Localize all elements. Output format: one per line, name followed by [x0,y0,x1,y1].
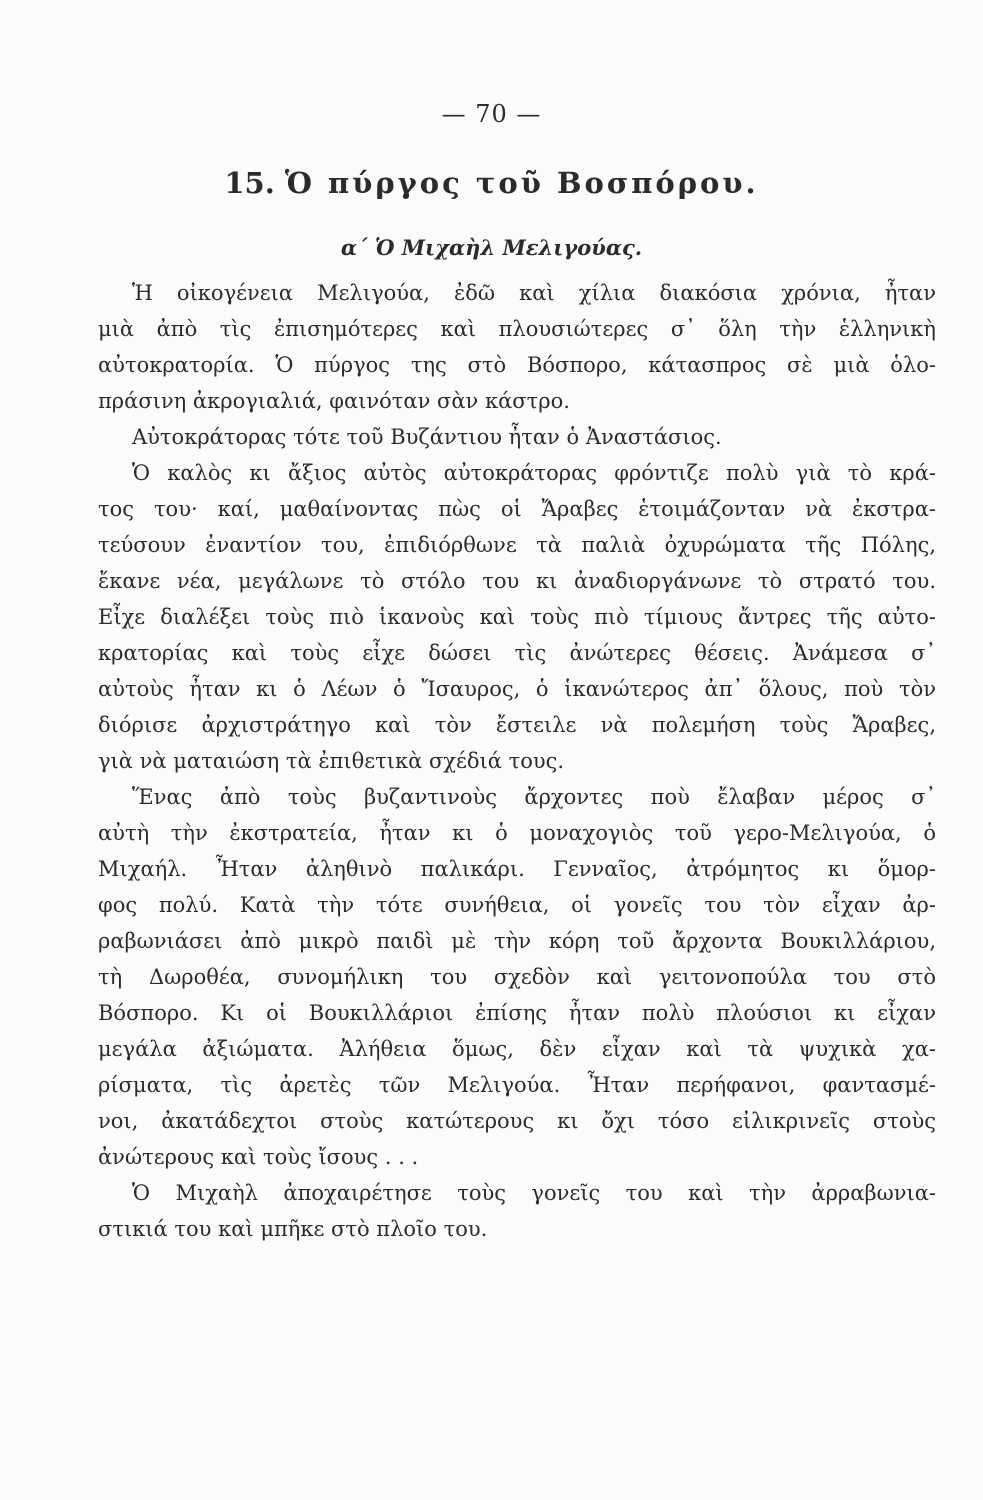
text-line: κρατορίας καὶ τοὺς εἶχε δώσει τὶς ἀνώτερες θέσεις. Ἀνάμεσα σ᾿ [98,641,936,665]
text-line: νοι, ἀκατάδεχτοι στοὺς κατώτερους κι ὄχι τόσο εἰλικρινεῖς στοὺς [98,1109,936,1133]
text-line: τος του· καί, μαθαίνοντας πὼς οἱ Ἄραβες ἑτοιμάζονταν νὰ ἐκστρα- [98,497,936,521]
chapter-heading [0,166,983,200]
text-line: τεύσουν ἐναντίον του, ἐπιδιόρθωνε τὰ παλιὰ ὀχυρώματα τῆς Πόλης, [98,533,936,557]
text-line: αὐτὴ τὴν ἐκστρατεία, ἦταν κι ὁ μοναχογιὸς τοῦ γερο-Μελιγούα, ὁ [98,821,936,845]
text-line: Εἶχε διαλέξει τοὺς πιὸ ἱκανοὺς καὶ τοὺς πιὸ τίμιους ἄντρες τῆς αὐτο- [98,605,936,629]
text-line: Μιχαήλ. Ἦταν ἀληθινὸ παλικάρι. Γενναῖος, ἀτρόμητος κι ὅμορ- [98,857,936,881]
body-text [98,275,936,1247]
text-line: τὴ Δωροθέα, συνομήλικη του σχεδὸν καὶ γειτονοπούλα του στὸ [98,965,936,989]
text-line: ρίσματα, τὶς ἀρετὲς τῶν Μελιγούα. Ἦταν περήφανοι, φαντασμέ- [98,1073,936,1097]
page-number: — 70 — [441,100,542,128]
chapter-title: Ὁ πύργος τοῦ Βοσπόρου. [284,166,759,200]
text-line: μεγάλα ἀξιώματα. Ἀλήθεια ὅμως, δὲν εἶχαν καὶ τὰ ψυχικὰ χα- [98,1037,936,1061]
text-line: αὐτοκρατορία. Ὁ πύργος της στὸ Βόσπορο, κάτασπρος σὲ μιὰ ὁλο- [98,353,936,377]
text-line: φος πολύ. Κατὰ τὴν τότε συνήθεια, οἱ γονεῖς του τὸν εἶχαν ἀρ- [98,893,936,917]
section-title: α΄ Ὁ Μιχαὴλ Μελιγούας. [340,235,643,260]
text-line: αὐτοὺς ἦταν κι ὁ Λέων ὁ Ἴσαυρος, ὁ ἱκανώτερος ἀπ᾿ ὅλους, ποὺ τὸν [98,677,936,701]
text-line: Αὐτοκράτορας τότε τοῦ Βυζάντιου ἦταν ὁ Ἀναστάσιος. [132,425,722,449]
text-line: γιὰ νὰ ματαιώση τὰ ἐπιθετικὰ σχέδιά τους. [98,749,565,773]
text-line: στικιά του καὶ μπῆκε στὸ πλοῖο του. [98,1217,488,1241]
text-line: Ὁ καλὸς κι ἄξιος αὐτὸς αὐτοκράτορας φρόντιζε πολὺ γιὰ τὸ κρά- [132,461,936,485]
text-line: Ὁ Μιχαὴλ ἀποχαιρέτησε τοὺς γονεῖς του καὶ τὴν ἀρραβωνια- [132,1181,936,1205]
text-line: πράσινη ἀκρογιαλιά, φαινόταν σὰν κάστρο. [98,389,570,413]
chapter-number: 15. [224,166,275,200]
text-line: ἔκανε νέα, μεγάλωνε τὸ στόλο του κι ἀναδιοργάνωνε τὸ στρατό του. [98,569,936,593]
text-line: ραβωνιάσει ἀπὸ μικρὸ παιδὶ μὲ τὴν κόρη τοῦ ἄρχοντα Βουκιλλάριου, [98,929,936,953]
text-line: ἀνώτερους καὶ τοὺς ἴσους . . . [98,1145,419,1169]
text-line: Βόσπορο. Κι οἱ Βουκιλλάριοι ἐπίσης ἦταν πολὺ πλούσιοι κι εἶχαν [98,1001,936,1025]
text-line: διόρισε ἀρχιστράτηγο καὶ τὸν ἔστειλε νὰ πολεμήση τοὺς Ἄραβες, [98,713,936,737]
text-line: Ἡ οἰκογένεια Μελιγούα, ἐδῶ καὶ χίλια διακόσια χρόνια, ἦταν [132,281,936,305]
text-line: μιὰ ἀπὸ τὶς ἐπισημότερες καὶ πλουσιώτερες σ᾿ ὅλη τὴν ἑλληνικὴ [98,317,936,341]
text-line: Ἕνας ἀπὸ τοὺς βυζαντινοὺς ἄρχοντες ποὺ ἔλαβαν μέρος σ᾿ [132,785,936,809]
